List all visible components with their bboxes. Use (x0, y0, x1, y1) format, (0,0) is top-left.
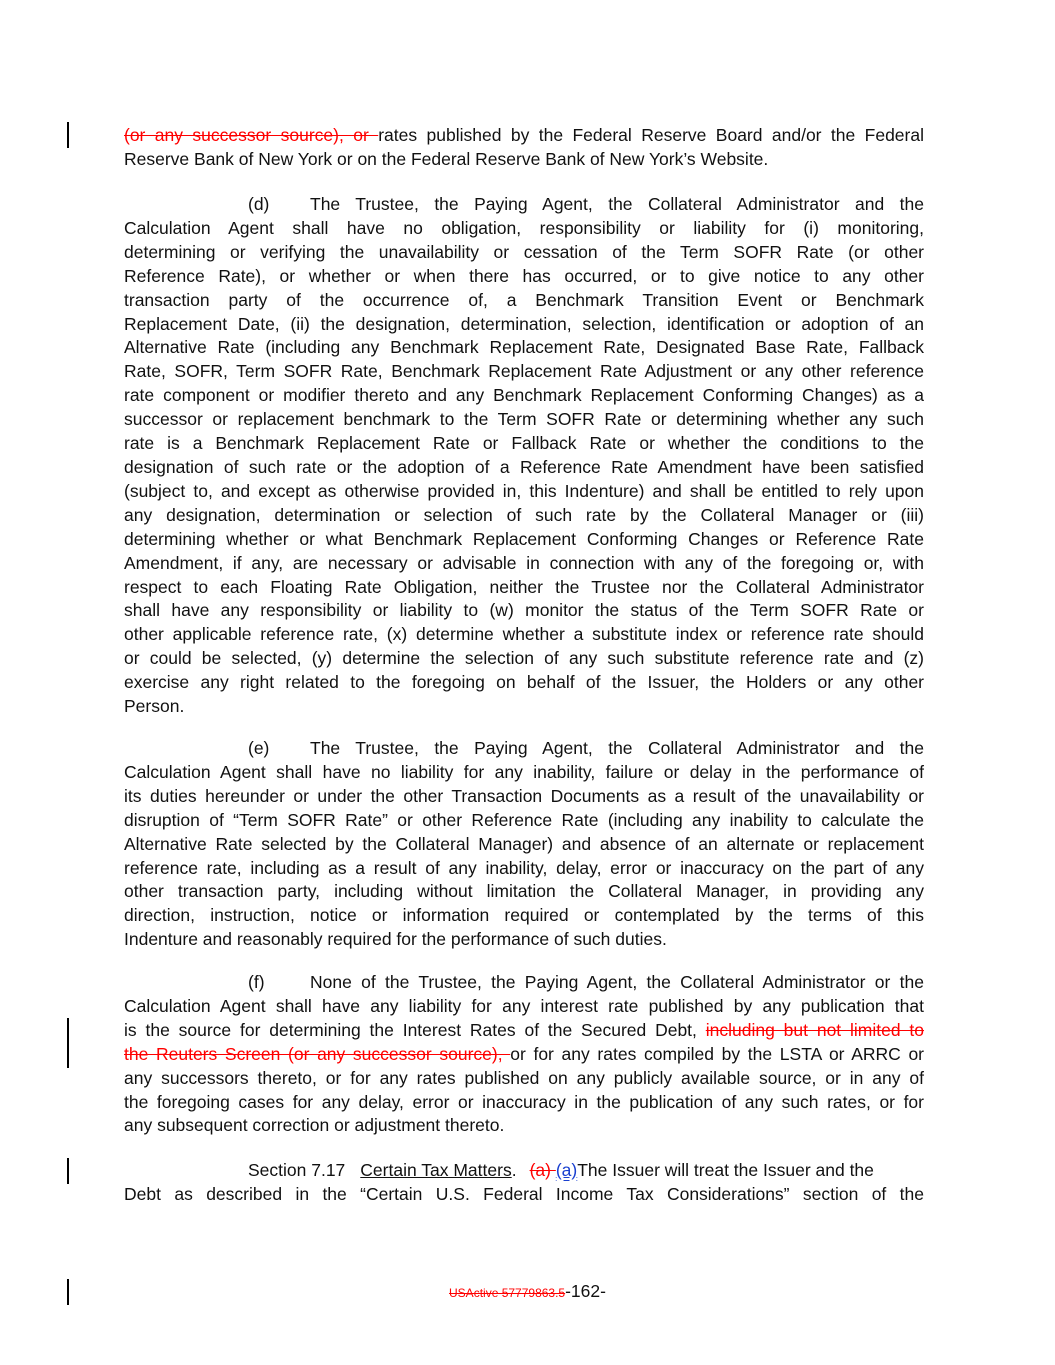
text-line: Indenture and reasonably required for the performance of such duties. (124, 929, 667, 950)
text-line: (or any successor source), or rates published by the Federal Reserve Board and/or the Federal (124, 125, 924, 145)
text-line: shall have any responsibility or liability to (w) monitor the status of the Term SOFR Rate or (124, 600, 924, 621)
text-line: Calculation Agent shall have any liability for any interest rate published by any publication that (124, 995, 924, 1016)
text-line: determining or verifying the unavailability or cessation of the Term SOFR Rate (or other (124, 241, 924, 262)
page-number: -162- (565, 1281, 606, 1301)
deleted-text: including but not limited to (705, 1019, 924, 1040)
text-line: its duties hereunder or under the other Transaction Documents as a result of the unavailability or (124, 785, 924, 806)
text-line: (f) None of the Trustee, the Paying Agent, the Collateral Administrator or the (124, 971, 924, 995)
text-line: disruption of “Term SOFR Rate” or other Reference Rate (including any inability to calculate the (124, 809, 924, 830)
text-line: rate is a Benchmark Replacement Rate or Fallback Rate or whether the conditions to the (124, 433, 924, 454)
text-line: rate component or modifier thereto and any Benchmark Replacement Conforming Changes) as a (124, 385, 924, 406)
inserted-text: (a) (555, 1160, 578, 1180)
paragraph-label: (e) (248, 738, 270, 758)
text-line: Rate, SOFR, Term SOFR Rate, Benchmark Replacement Rate Adjustment or any other reference (124, 361, 924, 382)
text-line: exercise any right related to the foregoing on behalf of the Issuer, the Holders or any other (124, 672, 924, 693)
page-footer (0, 1281, 1055, 1302)
paragraph-d (124, 193, 924, 719)
text-line: is the source for determining the Interest Rates of the Secured Debt, including but not limited to (124, 1019, 924, 1040)
text-line: designation of such rate or the adoption of a Reference Rate Amendment have been satisfied (124, 456, 924, 477)
deleted-text: the Reuters Screen (or any successor source), (124, 1043, 511, 1064)
text-line: reference rate, including as a result of any inability, delay, error or inaccuracy on the part of any (124, 857, 924, 878)
section-number: Section 7.17 (248, 1160, 346, 1180)
change-bar (67, 122, 69, 148)
text-line: or could be selected, (y) determine the selection of any such substitute reference rate and (z) (124, 648, 924, 669)
paragraph-label: (d) (248, 194, 270, 214)
text-line: other transaction party, including without limitation the Collateral Manager, in providing any (124, 881, 924, 902)
text-line: other applicable reference rate, (x) determine whether a substitute index or reference rate should (124, 624, 924, 645)
text-line: Alternative Rate (including any Benchmark Replacement Rate, Designated Base Rate, Fallback (124, 337, 924, 358)
text-line: (e) The Trustee, the Paying Agent, the Collateral Administrator and the (124, 737, 924, 761)
text-line: any successors thereto, or for any rates published on any publicly available source, or in any of (124, 1067, 924, 1088)
text-line: transaction party of the occurrence of, a Benchmark Transition Event or Benchmark (124, 289, 924, 310)
change-bar (67, 1158, 69, 1184)
text-line: the foregoing cases for any delay, error or inaccuracy in the publication of any such rates, or for (124, 1091, 924, 1112)
text-line: Calculation Agent shall have no liability for any inability, failure or delay in the performance of (124, 761, 924, 782)
text-line: (d) The Trustee, the Paying Agent, the Collateral Administrator and the (124, 193, 924, 217)
section-7-17 (124, 1159, 924, 1207)
text-line: any subsequent correction or adjustment thereto. (124, 1115, 505, 1136)
footer-doc-id: USActive 57779863.5 (449, 1286, 566, 1300)
text-line: any designation, determination or selection of such rate by the Collateral Manager or (iii) (124, 504, 924, 525)
text-line: determining whether or what Benchmark Replacement Conforming Changes or Reference Rate (124, 528, 924, 549)
text-line: Amendment, if any, are necessary or advisable in connection with any of the foregoing or, with (124, 552, 924, 573)
section-heading-line: Section 7.17 Certain Tax Matters. (a) (a)The Issuer will treat the Issuer and the (248, 1160, 874, 1180)
paragraph-e (124, 737, 924, 952)
paragraph-label: (f) (248, 972, 265, 992)
text-line: successor or replacement benchmark to the Term SOFR Rate or determining whether any such (124, 409, 924, 430)
text-line: Calculation Agent shall have no obligation, responsibility or liability for (i) monitoring, (124, 217, 924, 238)
text-line: direction, instruction, notice or information required or contemplated by the terms of this (124, 905, 924, 926)
text-line: Debt as described in the “Certain U.S. Federal Income Tax Considerations” section of the (124, 1183, 924, 1204)
text-line: respect to each Floating Rate Obligation, neither the Trustee nor the Collateral Administrator (124, 576, 924, 597)
paragraph-continuation (124, 124, 924, 172)
change-bar (67, 1018, 69, 1068)
text-line: Replacement Date, (ii) the designation, determination, selection, identification or adoption of an (124, 313, 924, 334)
text-line: Person. (124, 696, 185, 717)
text-line: Reference Rate), or whether or when there has occurred, or to give notice to any other (124, 265, 924, 286)
deleted-text: (or any successor source), or (124, 125, 379, 145)
text-line: (subject to, and except as otherwise provided in, this Indenture) and shall be entitled to rely upon (124, 480, 924, 501)
paragraph-f (124, 971, 924, 1138)
deleted-text: (a) (529, 1160, 556, 1180)
text-line: the Reuters Screen (or any successor source), or for any rates compiled by the LSTA or ARRC or (124, 1043, 925, 1064)
section-title: Certain Tax Matters (360, 1160, 512, 1180)
text-line: Reserve Bank of New York or on the Federal Reserve Bank of New York’s Website. (124, 148, 769, 169)
text-line: Alternative Rate selected by the Collateral Manager) and absence of an alternate or replacement (124, 833, 924, 854)
